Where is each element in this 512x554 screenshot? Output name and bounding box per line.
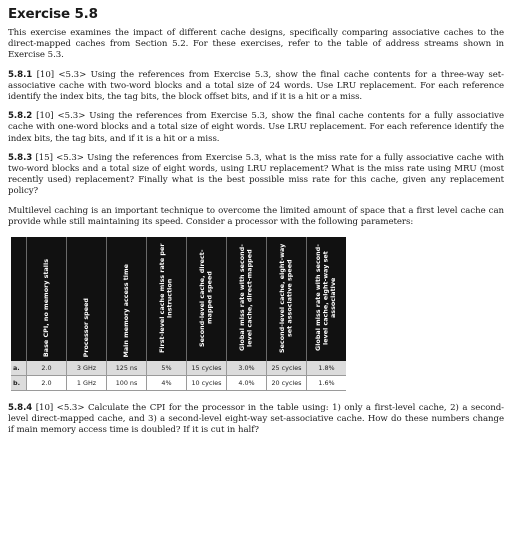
table-cell: 1.6% xyxy=(307,376,347,391)
row-label: a. xyxy=(11,361,27,376)
exercise-5-8-1 xyxy=(8,70,504,104)
intro-paragraph: This exercise examines the impact of different cache designs, specifically comparing associative caches to the direct-mapped caches from Section 5.2. For these exercises, refer to the table of address streams shown in Exercise 5.3. xyxy=(8,28,504,61)
table-cell: 100 ns xyxy=(107,376,147,391)
table-cell: 5% xyxy=(147,361,187,376)
exercise-text: [10] <5.3> Calculate the CPI for the processor in the table using: 1) only a first-level cache, 2) a second-level direct-mapped cache, and 3) a second-level eight-way set-associative cache. How do these numbers change if main memory access time is doubled? If it is cut in half? xyxy=(8,403,504,436)
column-header: Base CPI, no memory stalls xyxy=(27,237,67,361)
exercise-number: 5.8.2 xyxy=(8,111,33,122)
table-cell: 25 cycles xyxy=(267,361,307,376)
table-cell: 3.0% xyxy=(227,361,267,376)
row-label-header xyxy=(11,237,27,361)
parameters-table-wrapper xyxy=(11,237,504,391)
table-cell: 15 cycles xyxy=(187,361,227,376)
exercise-number: 5.8.4 xyxy=(8,403,33,414)
exercise-text: [10] <5.3> Using the references from Exercise 5.3, show the final cache contents for a three-way set-associative cache with two-word blocks and a total size of 24 words. Use LRU replacement. For each reference identify the index bits, the tag bits, the block offset bits, and if it is a hit or a miss. xyxy=(8,69,504,103)
table-cell: 125 ns xyxy=(107,361,147,376)
table-cell: 1.8% xyxy=(307,361,347,376)
table-cell: 3 GHz xyxy=(67,361,107,376)
table-cell: 4% xyxy=(147,376,187,391)
column-header: Second-level cache, eight-way set associative speed xyxy=(267,237,307,361)
exercise-number: 5.8.1 xyxy=(8,69,33,80)
exercise-text: [10] <5.3> Using the references from Exercise 5.3, show the final cache contents for a fully associative cache with one-word blocks and a total size of eight words. Use LRU replacement. For each reference identify the index bits, the tag bits, and if it is a hit or a miss. xyxy=(8,111,505,144)
exercise-5-8-3 xyxy=(8,153,504,198)
table-header-row xyxy=(11,237,346,361)
column-header: Second-level cache, direct-mapped speed xyxy=(187,237,227,361)
table-row xyxy=(11,361,346,376)
table-cell: 4.0% xyxy=(227,376,267,391)
exercise-5-8-2 xyxy=(8,111,504,145)
exercise-title: Exercise 5.8 xyxy=(8,6,98,22)
parameters-table xyxy=(11,237,346,391)
document-page xyxy=(8,6,504,445)
exercise-5-8-4 xyxy=(8,403,504,437)
table-cell: 10 cycles xyxy=(187,376,227,391)
table-cell: 1 GHz xyxy=(67,376,107,391)
column-header: Global miss rate with second-level cache, direct-mapped xyxy=(227,237,267,361)
row-label: b. xyxy=(11,376,27,391)
exercise-number: 5.8.3 xyxy=(8,152,33,163)
table-cell: 2.0 xyxy=(27,361,67,376)
multilevel-intro-paragraph: Multilevel caching is an important technique to overcome the limited amount of space that a first level cache can provide while still maintaining its speed. Consider a processor with the following parameters: xyxy=(8,205,504,227)
table-cell: 2.0 xyxy=(27,376,67,391)
table-cell: 20 cycles xyxy=(267,376,307,391)
table-row xyxy=(11,376,346,391)
column-header: Processor speed xyxy=(67,237,107,361)
exercise-text: [15] <5.3> Using the references from Exercise 5.3, what is the miss rate for a fully associative cache with two-word blocks and a total size of eight words, using LRU replacement? What is the miss rate using MRU (most recently used) replacement? Finally what is the best possible miss rate for this cache, given any replacement policy? xyxy=(8,152,505,197)
column-header: First-level cache miss rate per instruction xyxy=(147,237,187,361)
column-header: Global miss rate with second-level cache, eight-way set associative xyxy=(307,237,347,361)
column-header: Main memory access time xyxy=(107,237,147,361)
